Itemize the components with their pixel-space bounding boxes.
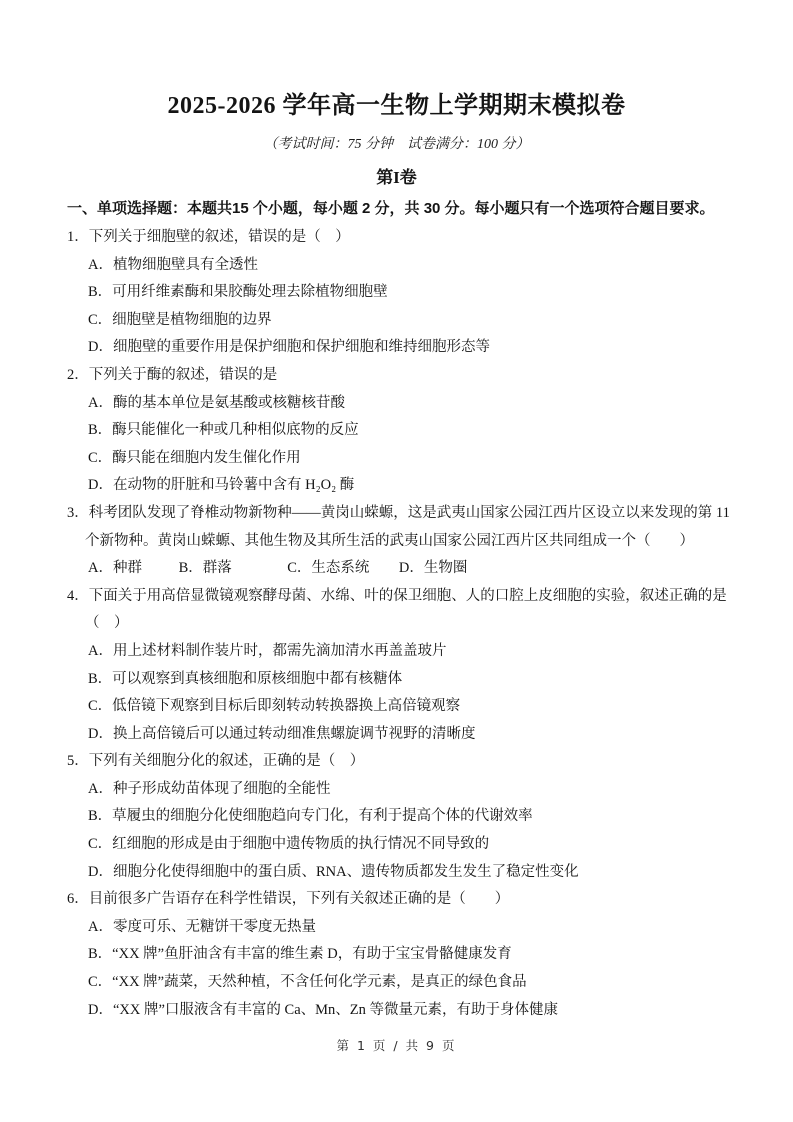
question-1 xyxy=(67,224,763,362)
option-item: B．可以观察到真核细胞和原核细胞中都有核糖体 xyxy=(88,670,403,687)
question-stem: 1．下列关于细胞壁的叙述，错误的是（ ） xyxy=(67,229,350,245)
option-item: C．低倍镜下观察到目标后即刻转动转换器换上高倍镜观察 xyxy=(88,698,461,715)
exam-title: 2025-2026 学年高一生物上学期期末模拟卷 xyxy=(167,93,626,119)
section-instruction: 一、单项选择题：本题共15 个小题，每小题 2 分，共 30 分。每小题只有一个选项符合题目要求。 xyxy=(67,200,715,217)
question-4 xyxy=(67,583,763,749)
option-item: D．“XX 牌”口服液含有丰富的 Ca、Mn、Zn 等微量元素，有助于身体健康 xyxy=(88,1001,559,1018)
volume-heading: 第I卷 xyxy=(376,168,417,187)
option-item: D．细胞分化使得细胞中的蛋白质、RNA、遗传物质都发生发生了稳定性变化 xyxy=(88,863,579,880)
page-footer: 第 1 页 / 共 9 页 xyxy=(336,1038,457,1053)
option-item: A．种群 xyxy=(88,560,142,577)
question-stem: 3．科考团队发现了脊椎动物新物种——黄岗山蝾螈，这是武夷山国家公园江西片区设立以来发现的第 11 xyxy=(67,504,730,521)
option-item: C．细胞壁是植物细胞的边界 xyxy=(88,311,272,328)
option-item: D．换上高倍镜后可以通过转动细准焦螺旋调节视野的清晰度 xyxy=(88,725,476,742)
option-item: C．生态系统 xyxy=(287,560,370,577)
option-item: A．酶的基本单位是氨基酸或核糖核苷酸 xyxy=(88,394,345,411)
question-3 xyxy=(67,500,763,583)
option-row xyxy=(67,555,763,583)
option-item: A．植物细胞壁具有全透性 xyxy=(88,256,258,273)
option-item: B．草履虫的细胞分化使细胞趋向专门化，有利于提高个体的代谢效率 xyxy=(88,808,533,825)
question-stem-continuation: （ ） xyxy=(85,615,129,632)
option-item: B．“XX 牌”鱼肝油含有丰富的维生素 D，有助于宝宝骨骼健康发育 xyxy=(88,946,512,963)
question-2 xyxy=(67,362,763,500)
question-5 xyxy=(67,748,763,886)
exam-meta: （考试时间：75 分钟 试卷满分：100 分） xyxy=(263,137,530,152)
question-stem: 6．目前很多广告语存在科学性错误，下列有关叙述正确的是（ ） xyxy=(67,891,510,908)
option-item: A．零度可乐、无糖饼干零度无热量 xyxy=(88,918,316,935)
option-item: C．“XX 牌”蔬菜，天然种植，不含任何化学元素，是真正的绿色食品 xyxy=(88,974,527,991)
option-item: B．可用纤维素酶和果胶酶处理去除植物细胞壁 xyxy=(88,284,388,301)
question-stem-continuation: 个新物种。黄岗山蝾螈、其他生物及其所生活的武夷山国家公园江西片区共同组成一个（ ） xyxy=(85,532,694,549)
option-item: D．在动物的肝脏和马铃薯中含有 H₂O₂ 酶 xyxy=(88,477,355,494)
question-6 xyxy=(67,886,763,1024)
question-stem: 4．下面关于用高倍显微镜观察酵母菌、水绵、叶的保卫细胞、人的口腔上皮细胞的实验，叙述正确的是 xyxy=(67,587,727,604)
option-item: B．酶只能催化一种或几种相似底物的反应 xyxy=(88,422,359,439)
option-item: A．用上述材料制作装片时，都需先滴加清水再盖盖玻片 xyxy=(88,642,447,659)
question-stem: 5．下列有关细胞分化的叙述，正确的是（ ） xyxy=(67,753,365,770)
question-stem: 2．下列关于酶的叙述，错误的是 xyxy=(67,366,278,383)
option-item: D．生物圈 xyxy=(398,560,468,577)
option-item: B．群落 xyxy=(178,560,232,577)
question-list xyxy=(67,224,763,1024)
option-item: C．红细胞的形成是由于细胞中遗传物质的执行情况不同导致的 xyxy=(88,836,490,853)
option-item: C．酶只能在细胞内发生催化作用 xyxy=(88,449,301,466)
option-item: D．细胞壁的重要作用是保护细胞和保护细胞和维持细胞形态等 xyxy=(88,339,490,356)
option-item: A．种子形成幼苗体现了细胞的全能性 xyxy=(88,780,331,797)
